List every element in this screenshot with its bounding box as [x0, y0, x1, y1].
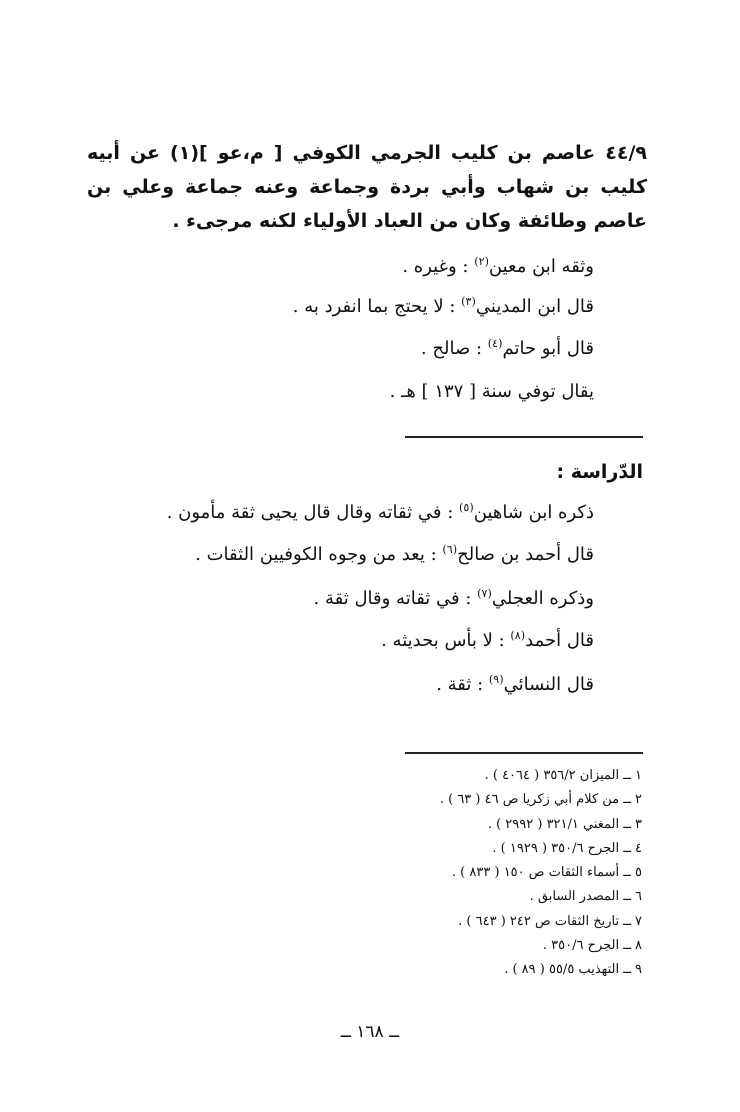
- footnote-item: ٧ ــ تاريخ الثقات ص ٢٤٢ ( ٦٤٣ ) .: [458, 913, 642, 929]
- footnote-item: ٨ ــ الجرح ٣٥٠/٦ .: [542, 938, 642, 954]
- footnote-item: ٢ ــ من كلام أبي زكريا ص ٤٦ ( ٦٣ ) .: [439, 792, 642, 808]
- footnote-ref[interactable]: (٧): [477, 587, 492, 600]
- study-line: وذكره العجلي$^{(٧)}$ : في ثقاته وقال ثقة .: [313, 587, 594, 609]
- study-line: قال أحمد بن صالح$^{(٦)}$ : يعد من وجوه الكوفيين الثقات .: [195, 543, 594, 565]
- narration-line: وثقه ابن معين$^{(٢)}$ : وغيره .: [402, 255, 594, 277]
- footnote-ref[interactable]: (٦): [442, 543, 458, 556]
- section-divider: [405, 436, 643, 438]
- narrator-entry-text: ٤٤/٩ عاصم بن كليب الجرمي الكوفي [ م،عو ](١) عن أبيه كليب بن شهاب وأبي بردة وجماعة وعنه جماعة وعلي بن عاصم وطائفة وكان من العباد الأولياء لكنه مرجىء .: [87, 142, 648, 232]
- footnote-item: ٤ ــ الجرح ٣٥٠/٦ ( ١٩٢٩ ) .: [492, 840, 642, 856]
- footnote-ref[interactable]: (٩): [488, 673, 504, 686]
- narration-line: قال أبو حاتم$^{(٤)}$ : صالح .: [420, 337, 594, 359]
- study-line: ذكره ابن شاهين$^{(٥)}$ : في ثقاته وقال قال يحيى ثقة مأمون .: [166, 501, 594, 523]
- study-line: قال النسائي$^{(٩)}$ : ثقة .: [436, 673, 594, 695]
- narrator-entry: [87, 136, 647, 238]
- page-number: ــ ١٦٨ ــ: [340, 1022, 400, 1042]
- death-year-line: يقال توفي سنة [ ١٣٧ ] هـ .: [389, 381, 594, 402]
- footnotes-list: [440, 764, 642, 983]
- footnote-ref[interactable]: (٣): [461, 295, 476, 308]
- narration-line: قال ابن المديني$^{(٣)}$ : لا يحتج بما انفرد به .: [292, 295, 594, 317]
- footnote-item: ٣ ــ المغني ٣٢١/١ ( ٢٩٩٢ ) .: [487, 816, 642, 832]
- study-heading: الدّراسة :: [556, 461, 643, 483]
- footnote-ref[interactable]: (٨): [510, 629, 526, 642]
- footnote-item: ٦ ــ المصدر السابق .: [529, 889, 642, 905]
- footnote-item: ٥ ــ أسماء الثقات ص ١٥٠ ( ٨٣٣ ) .: [451, 865, 642, 881]
- study-line: قال أحمد$^{(٨)}$ : لا بأس بحديثه .: [381, 629, 594, 651]
- footnote-ref[interactable]: (٢): [474, 255, 489, 268]
- footnote-divider: [405, 752, 643, 754]
- footnote-ref[interactable]: (٤): [487, 337, 503, 350]
- footnote-item: ١ ــ الميزان ٣٥٦/٢ ( ٤٠٦٤ ) .: [484, 768, 642, 783]
- footnote-item: ٩ ــ التهذيب ٥٥/٥ ( ٨٩ ) .: [504, 962, 642, 978]
- footnote-ref[interactable]: (٥): [458, 501, 474, 514]
